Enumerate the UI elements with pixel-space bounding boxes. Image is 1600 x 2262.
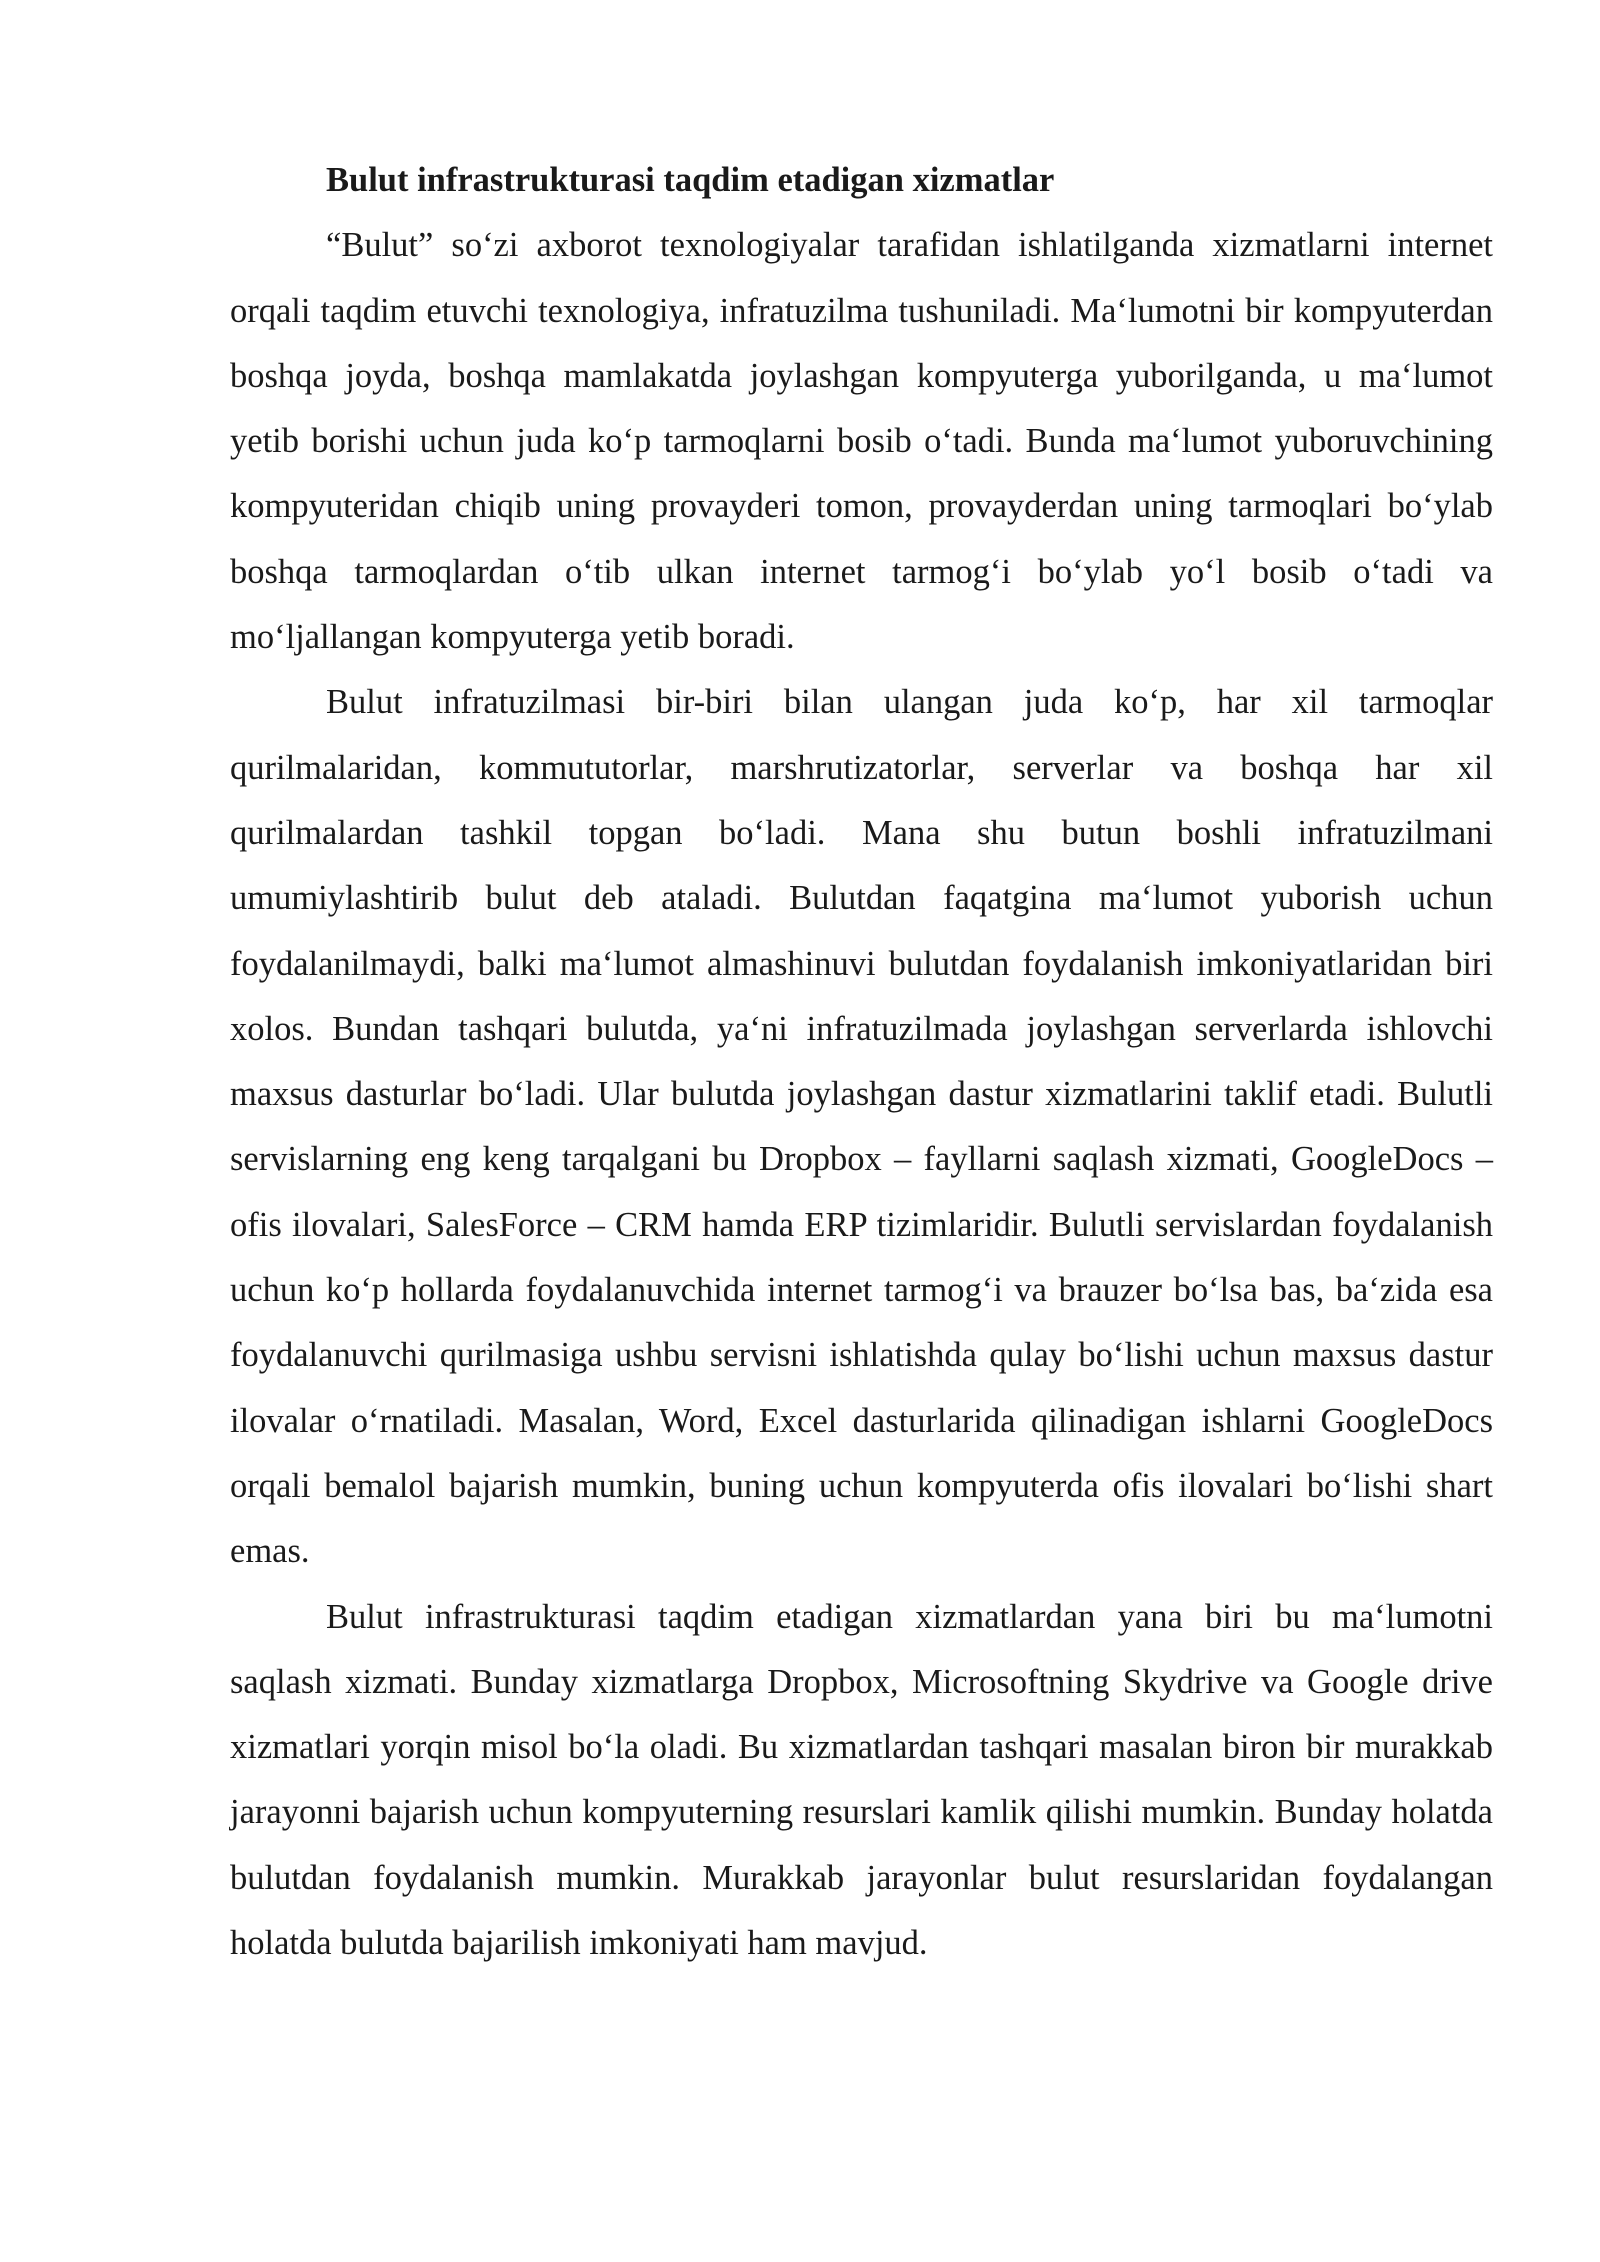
paragraph-2: Bulut infratuzilmasi bir-biri bilan ulangan juda ko‘p, har xil tarmoqlar qurilmalaridan, kommututorlar, marshrutizatorlar, serverlar va boshqa har xil qurilmalardan tashkil topgan bo‘ladi. Mana shu butun boshli infratuzilmani umumiylashtirib bulut deb ataladi. Bulutdan faqatgina ma‘lumot yuborish uchun foydalanilmaydi, balki ma‘lumot almashinuvi bulutdan foydalanish imkoniyatlaridan biri xolos. Bundan tashqari bulutda, ya‘ni infratuzilmada joylashgan serverlarda ishlovchi maxsus dasturlar bo‘ladi. Ular bulutda joylashgan dastur xizmatlarini taklif etadi. Bulutli servislarning eng keng tarqalgani bu Dropbox – fayllarni saqlash xizmati, GoogleDocs – ofis ilovalari, SalesForce – CRM hamda ERP tizimlaridir. Bulutli servislardan foydalanish uchun ko‘p hollarda foydalanuvchida internet tarmog‘i va brauzer bo‘lsa bas, ba‘zida esa foydalanuvchi qurilmasiga ushbu servisni ishlatishda qulay bo‘lishi uchun maxsus dastur ilovalar o‘rnatiladi. Masalan, Word, Excel dasturlarida qilinadigan ishlarni GoogleDocs orqali bemalol bajarish mumkin, buning uchun kompyuterda ofis ilovalari bo‘lishi shart emas. [230,683,1493,1571]
section-heading: Bulut infrastrukturasi taqdim etadigan xizmatlar [326,161,1055,199]
paragraph-3: Bulut infrastrukturasi taqdim etadigan xizmatlardan yana biri bu ma‘lumotni saqlash xizmati. Bunday xizmatlarga Dropbox, Microsoftning Skydrive va Google drive xizmatlari yorqin misol bo‘la oladi. Bu xizmatlardan tashqari masalan biron bir murakkab jarayonni bajarish uchun kompyuterning resurslari kamlik qilishi mumkin. Bunday holatda bulutdan foydalanish mumkin. Murakkab jarayonlar bulut resurslaridan foydalangan holatda bulutda bajarilish imkoniyati ham mavjud. [230,1597,1493,1963]
document-page [230,148,1493,1976]
paragraph-1: “Bulut” so‘zi axborot texnologiyalar tarafidan ishlatilganda xizmatlarni internet orqali taqdim etuvchi texnologiya, infratuzilma tushuniladi. Ma‘lumotni bir kompyuterdan boshqa joyda, boshqa mamlakatda joylashgan kompyuterga yuborilganda, u ma‘lumot yetib borishi uchun juda ko‘p tarmoqlarni bosib o‘tadi. Bunda ma‘lumot yuboruvchining kompyuteridan chiqib uning provayderi tomon, provayderdan uning tarmoqlari bo‘ylab boshqa tarmoqlardan o‘tib ulkan internet tarmog‘i bo‘ylab yo‘l bosib o‘tadi va mo‘ljallangan kompyuterga yetib boradi. [230,226,1493,657]
